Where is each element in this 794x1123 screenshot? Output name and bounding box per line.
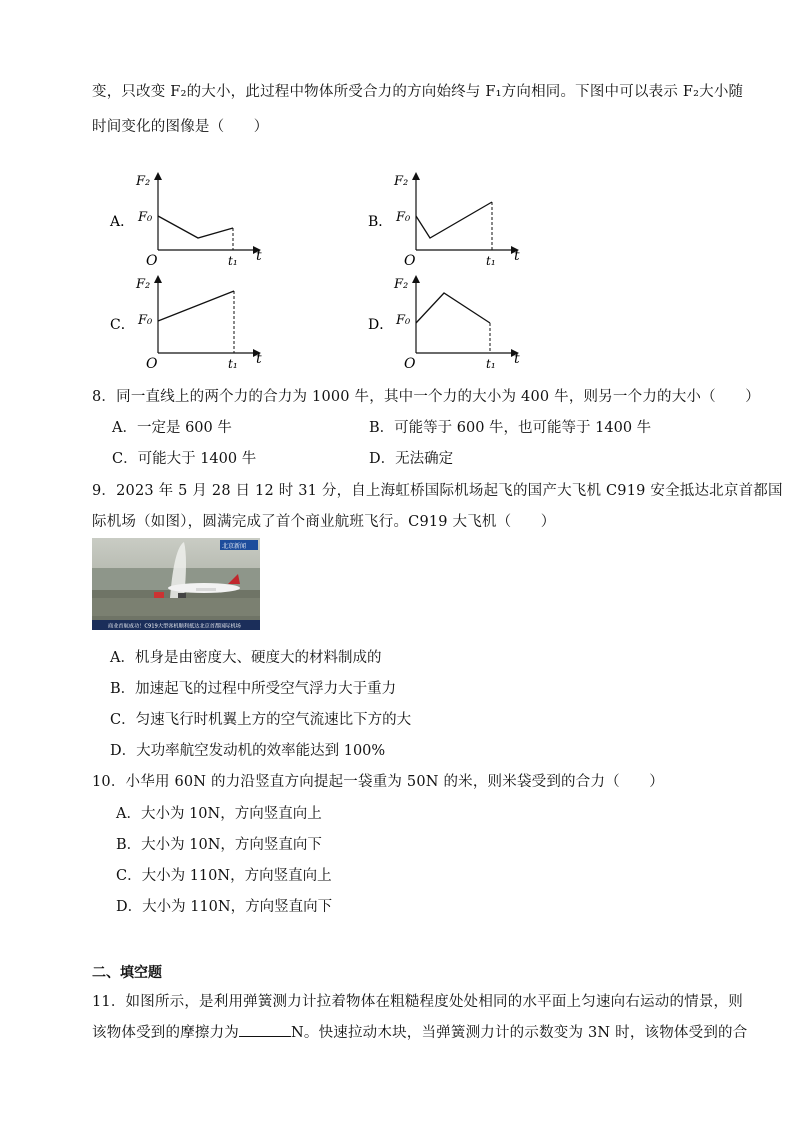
axis-y-label-b: F₂: [394, 174, 409, 189]
q8-option-b: B．可能等于 600 牛，也可能等于 1400 牛: [369, 420, 652, 436]
option-a-label: A．: [110, 214, 135, 230]
f0-label-b: F₀: [396, 210, 411, 225]
graph-b-svg: [366, 168, 536, 268]
q10-option-d: D．大小为 110N，方向竖直向下: [116, 899, 333, 915]
q9-option-a: A．机身是由密度大、硬度大的材料制成的: [110, 650, 382, 666]
c919-photo-art: [92, 538, 260, 630]
answer-blank[interactable]: [239, 1024, 291, 1037]
t1-label-d: t₁: [486, 357, 496, 371]
option-b-label: B．: [368, 214, 393, 230]
axis-y-label-a: F₂: [136, 174, 151, 189]
q11-line2-part1: 该物体受到的摩擦力为: [92, 1025, 239, 1041]
photo-caption: 商业首航成功！C919大型客机顺利抵达北京首都国际机场: [108, 623, 241, 630]
f0-label-c: F₀: [138, 313, 153, 328]
origin-label-d: O: [404, 356, 416, 372]
q7-line2: 时间变化的图像是（ ）: [92, 119, 269, 135]
t1-label-b: t₁: [486, 254, 496, 268]
q10-option-a: A．大小为 10N，方向竖直向上: [116, 806, 322, 822]
q9-option-c: C．匀速飞行时机翼上方的空气流速比下方的大: [110, 712, 412, 728]
option-d-label: D．: [368, 317, 394, 333]
q9-option-b: B．加速起飞的过程中所受空气浮力大于重力: [110, 681, 397, 697]
t1-label-a: t₁: [228, 254, 238, 268]
axis-y-label-d: F₂: [394, 277, 409, 292]
q11-line2: [92, 1021, 747, 1042]
option-c-label: C．: [110, 317, 135, 333]
q7-line1: 变，只改变 F₂的大小，此过程中物体所受合力的方向始终与 F₁方向相同。下图中可以表示 F₂大小随: [92, 84, 744, 100]
t1-label-c: t₁: [228, 357, 238, 371]
graph-c-svg: [108, 271, 278, 371]
f0-label-d: F₀: [396, 313, 411, 328]
graph-d-svg: [366, 271, 536, 371]
q11-line2-part2: N。快速拉动木块，当弹簧测力计的示数变为 3N 时，该物体受到的合: [291, 1025, 748, 1041]
photo-badge: 北京新闻: [222, 543, 247, 550]
q9-line2: 际机场（如图），圆满完成了首个商业航班飞行。C919 大飞机（ ）: [92, 514, 556, 530]
q11-line1: 11．如图所示，是利用弹簧测力计拉着物体在粗糙程度处处相同的水平面上匀速向右运动的情景，则: [92, 994, 743, 1010]
q8-stem: 8．同一直线上的两个力的合力为 1000 牛，其中一个力的大小为 400 牛，则另一个力的大小（ ）: [92, 389, 760, 405]
graph-option-a: [108, 168, 278, 272]
graph-a-svg: [108, 168, 278, 268]
c919-photo: [92, 538, 260, 630]
q8-option-c: C．可能大于 1400 牛: [112, 451, 257, 467]
q9-line1: 9．2023 年 5 月 28 日 12 时 31 分，自上海虹桥国际机场起飞的国产大飞机 C919 安全抵达北京首都国: [92, 483, 783, 499]
t-label-d: t: [514, 351, 520, 367]
t-label-a: t: [256, 248, 262, 264]
q8-option-a: A．一定是 600 牛: [112, 420, 232, 436]
q10-option-c: C．大小为 110N，方向竖直向上: [116, 868, 332, 884]
axis-y-label-c: F₂: [136, 277, 151, 292]
origin-label-c: O: [146, 356, 158, 372]
section-heading: 二、填空题: [92, 965, 162, 981]
origin-label-b: O: [404, 253, 416, 269]
t-label-c: t: [256, 351, 262, 367]
graph-option-c: [108, 271, 278, 375]
graph-option-b: [366, 168, 536, 272]
q10-stem: 10．小华用 60N 的力沿竖直方向提起一袋重为 50N 的米，则米袋受到的合力（ ）: [92, 774, 664, 790]
q10-option-b: B．大小为 10N，方向竖直向下: [116, 837, 322, 853]
q8-option-d: D．无法确定: [369, 451, 454, 467]
graph-option-d: [366, 271, 536, 375]
q9-option-d: D．大功率航空发动机的效率能达到 100%: [110, 743, 386, 759]
t-label-b: t: [514, 248, 520, 264]
origin-label-a: O: [146, 253, 158, 269]
f0-label-a: F₀: [138, 210, 153, 225]
